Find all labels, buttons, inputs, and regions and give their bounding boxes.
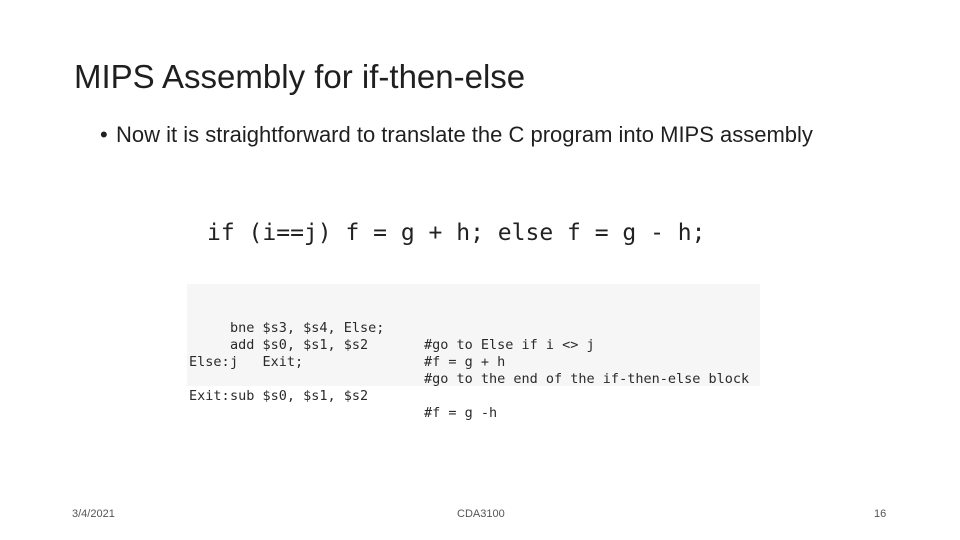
asm-line	[187, 371, 236, 404]
asm-instruction: bne $s3, $s4, Else;	[230, 320, 385, 336]
asm-instruction: j Exit;	[230, 354, 304, 370]
asm-comment: #go to the end of the if-then-else block	[424, 371, 750, 387]
asm-label: Exit:	[189, 388, 230, 404]
bullet-text: Now it is straightforward to translate the C program into MIPS assembly	[116, 122, 813, 147]
asm-comment: #f = g + h	[424, 354, 506, 370]
assembly-code-block	[187, 284, 760, 421]
slide-title: MIPS Assembly for if-then-else	[74, 58, 526, 95]
asm-line	[187, 337, 236, 370]
bullet-marker: •	[100, 122, 108, 147]
asm-label: Else:	[189, 354, 230, 370]
footer-course: CDA3100	[457, 508, 505, 520]
footer-page-number: 16	[874, 508, 887, 520]
asm-instruction: sub $s0, $s1, $s2	[230, 388, 369, 404]
asm-instruction: add $s0, $s1, $s2	[230, 337, 369, 353]
c-code-line: if (i==j) f = g + h; else f = g - h;	[207, 220, 706, 246]
footer-date: 3/4/2021	[72, 508, 115, 520]
asm-comment: #go to Else if i <> j	[424, 337, 595, 353]
asm-comment: #f = g -h	[424, 405, 498, 421]
bullet-item	[100, 120, 860, 150]
